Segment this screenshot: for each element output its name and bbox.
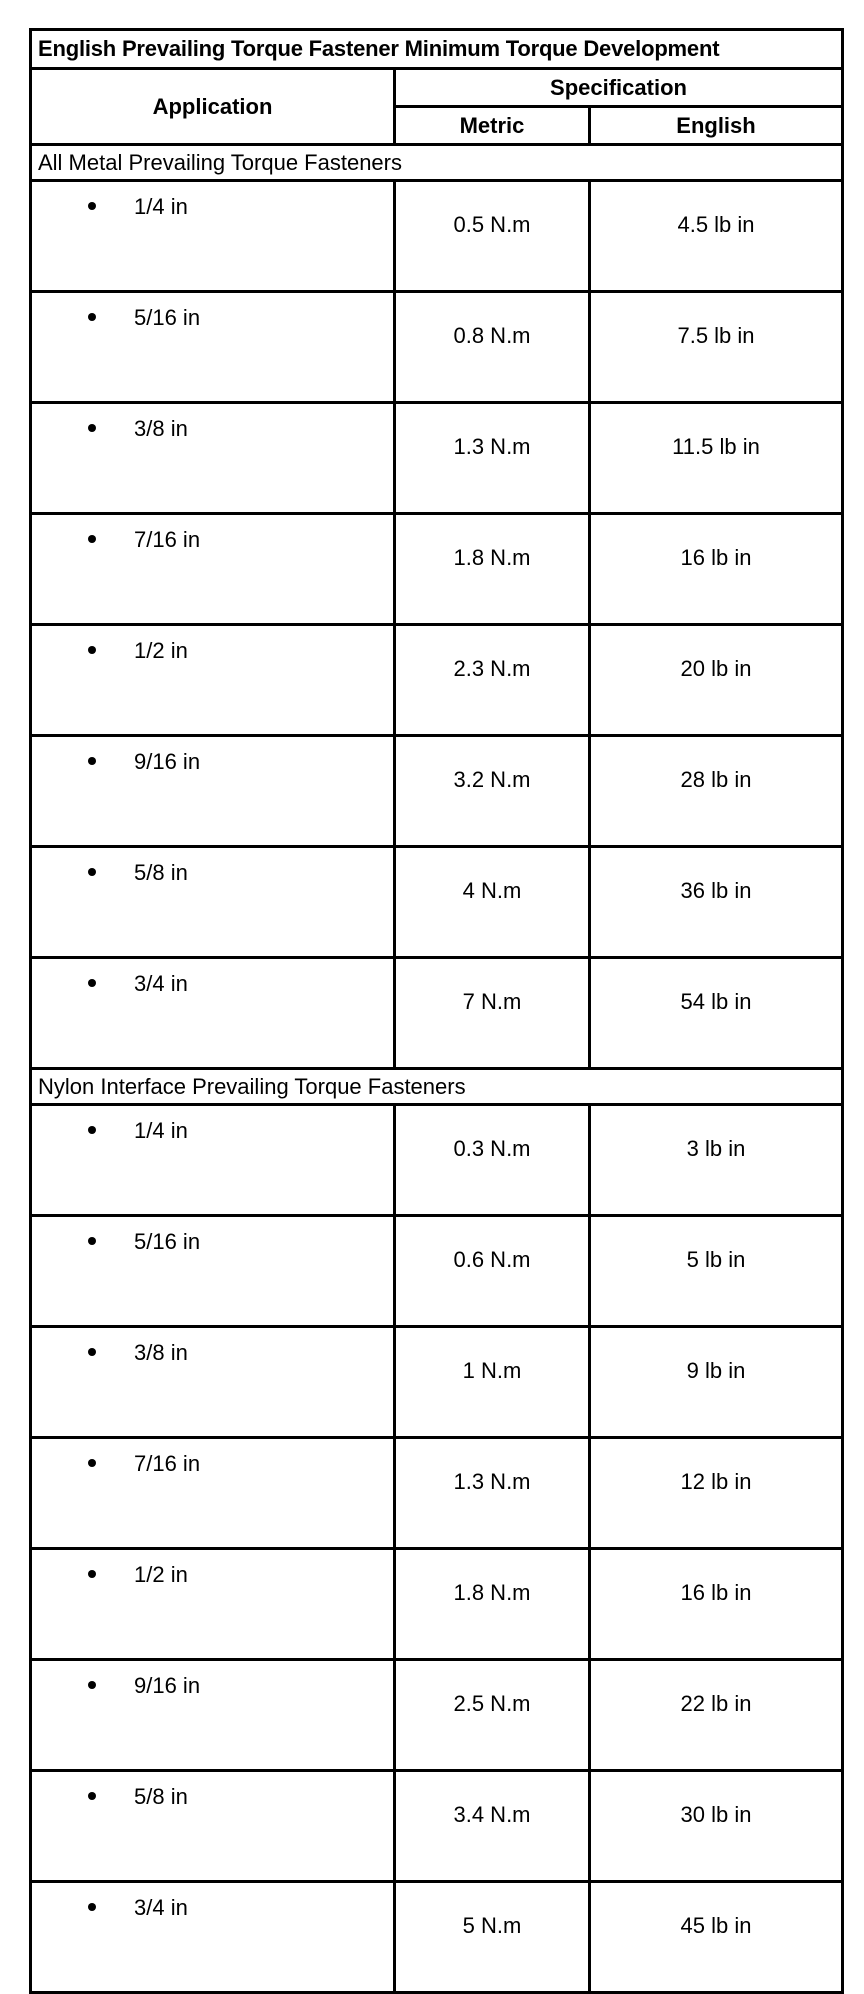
section-row	[31, 145, 843, 181]
english-value: 30 lb in	[590, 1771, 843, 1882]
fastener-size: 7/16 in	[134, 1451, 201, 1476]
application-cell	[31, 1660, 395, 1771]
bullet-icon	[88, 1792, 96, 1800]
application-cell	[31, 958, 395, 1069]
application-cell	[31, 736, 395, 847]
metric-value: 0.6 N.m	[395, 1216, 590, 1327]
metric-value: 1.8 N.m	[395, 1549, 590, 1660]
fastener-size: 1/4 in	[134, 194, 188, 219]
title-row	[31, 30, 843, 69]
metric-header: Metric	[395, 107, 590, 145]
table-row	[31, 1771, 843, 1882]
table-row	[31, 403, 843, 514]
fastener-size: 9/16 in	[134, 749, 201, 774]
bullet-icon	[88, 202, 96, 210]
bullet-icon	[88, 646, 96, 654]
fastener-size: 1/2 in	[134, 1562, 188, 1587]
bullet-icon	[88, 1237, 96, 1245]
bullet-icon	[88, 424, 96, 432]
bullet-icon	[88, 1570, 96, 1578]
table-title: English Prevailing Torque Fastener Minimum Torque Development	[31, 30, 843, 69]
table-row	[31, 1660, 843, 1771]
bullet-icon	[88, 979, 96, 987]
table-row	[31, 1549, 843, 1660]
application-cell	[31, 1771, 395, 1882]
english-value: 5 lb in	[590, 1216, 843, 1327]
application-cell	[31, 625, 395, 736]
torque-spec-table	[29, 28, 844, 1994]
fastener-size: 1/2 in	[134, 638, 188, 663]
metric-value: 1.3 N.m	[395, 403, 590, 514]
fastener-size: 7/16 in	[134, 527, 201, 552]
application-cell	[31, 1216, 395, 1327]
table-row	[31, 1438, 843, 1549]
bullet-icon	[88, 1903, 96, 1911]
english-value: 11.5 lb in	[590, 403, 843, 514]
bullet-icon	[88, 1348, 96, 1356]
fastener-size: 3/4 in	[134, 1895, 188, 1920]
english-value: 54 lb in	[590, 958, 843, 1069]
english-value: 12 lb in	[590, 1438, 843, 1549]
application-header: Application	[31, 69, 395, 145]
fastener-size: 5/16 in	[134, 305, 201, 330]
table-row	[31, 847, 843, 958]
table-row	[31, 736, 843, 847]
metric-value: 0.5 N.m	[395, 181, 590, 292]
section-label: All Metal Prevailing Torque Fasteners	[31, 145, 843, 181]
fastener-size: 5/8 in	[134, 1784, 188, 1809]
english-header: English	[590, 107, 843, 145]
metric-value: 2.5 N.m	[395, 1660, 590, 1771]
bullet-icon	[88, 1126, 96, 1134]
application-cell	[31, 1327, 395, 1438]
metric-value: 3.2 N.m	[395, 736, 590, 847]
metric-value: 3.4 N.m	[395, 1771, 590, 1882]
application-cell	[31, 1882, 395, 1993]
fastener-size: 1/4 in	[134, 1118, 188, 1143]
bullet-icon	[88, 757, 96, 765]
table-row	[31, 958, 843, 1069]
metric-value: 2.3 N.m	[395, 625, 590, 736]
application-cell	[31, 1549, 395, 1660]
english-value: 28 lb in	[590, 736, 843, 847]
application-cell	[31, 181, 395, 292]
english-value: 7.5 lb in	[590, 292, 843, 403]
metric-value: 1.3 N.m	[395, 1438, 590, 1549]
application-cell	[31, 1438, 395, 1549]
english-value: 9 lb in	[590, 1327, 843, 1438]
bullet-icon	[88, 1459, 96, 1467]
metric-value: 1.8 N.m	[395, 514, 590, 625]
application-cell	[31, 514, 395, 625]
bullet-icon	[88, 313, 96, 321]
application-cell	[31, 292, 395, 403]
application-cell	[31, 1105, 395, 1216]
table-body	[31, 30, 843, 1993]
table-row	[31, 181, 843, 292]
english-value: 22 lb in	[590, 1660, 843, 1771]
table-row	[31, 625, 843, 736]
english-value: 16 lb in	[590, 1549, 843, 1660]
section-row	[31, 1069, 843, 1105]
table-row	[31, 292, 843, 403]
section-label: Nylon Interface Prevailing Torque Fasteners	[31, 1069, 843, 1105]
metric-value: 7 N.m	[395, 958, 590, 1069]
application-cell	[31, 403, 395, 514]
metric-value: 1 N.m	[395, 1327, 590, 1438]
english-value: 4.5 lb in	[590, 181, 843, 292]
metric-value: 4 N.m	[395, 847, 590, 958]
fastener-size: 5/8 in	[134, 860, 188, 885]
metric-value: 5 N.m	[395, 1882, 590, 1993]
table-row	[31, 1216, 843, 1327]
english-value: 16 lb in	[590, 514, 843, 625]
table-row	[31, 514, 843, 625]
english-value: 3 lb in	[590, 1105, 843, 1216]
specification-header: Specification	[395, 69, 843, 107]
fastener-size: 3/8 in	[134, 416, 188, 441]
table-row	[31, 1105, 843, 1216]
header-row-1	[31, 69, 843, 107]
fastener-size: 3/4 in	[134, 971, 188, 996]
metric-value: 0.8 N.m	[395, 292, 590, 403]
table-row	[31, 1882, 843, 1993]
english-value: 45 lb in	[590, 1882, 843, 1993]
fastener-size: 9/16 in	[134, 1673, 201, 1698]
english-value: 20 lb in	[590, 625, 843, 736]
bullet-icon	[88, 535, 96, 543]
english-value: 36 lb in	[590, 847, 843, 958]
bullet-icon	[88, 1681, 96, 1689]
bullet-icon	[88, 868, 96, 876]
metric-value: 0.3 N.m	[395, 1105, 590, 1216]
fastener-size: 5/16 in	[134, 1229, 201, 1254]
application-cell	[31, 847, 395, 958]
fastener-size: 3/8 in	[134, 1340, 188, 1365]
table-row	[31, 1327, 843, 1438]
